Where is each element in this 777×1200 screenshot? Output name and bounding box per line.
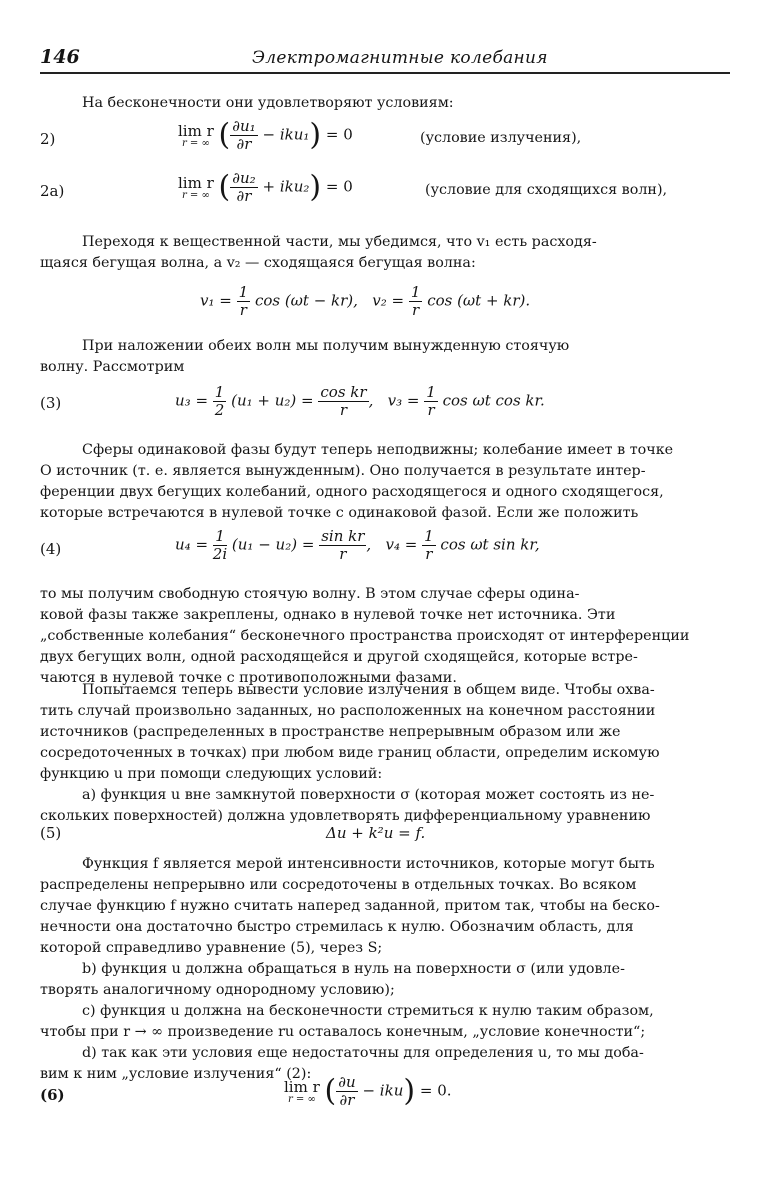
- equation-term: v₂ =: [372, 291, 405, 310]
- frac-den: r: [425, 545, 433, 563]
- equation-term: v₄ =: [385, 535, 418, 554]
- equation-3: [40, 382, 730, 428]
- equation-term: ,: [368, 391, 374, 410]
- text-line: d) так как эти условия еще недостаточны для определения u, то мы доба-: [82, 1045, 644, 1061]
- frac-num: 1: [410, 283, 421, 301]
- frac-den: ∂r: [236, 187, 252, 205]
- equation-2a: [40, 170, 730, 216]
- text-line: нечности она достаточно быстро стремилась к нулю. Обозначим область, для: [40, 919, 634, 935]
- frac-den: r: [339, 545, 347, 563]
- paragraph-general-condition: [40, 680, 722, 827]
- equation-number: (6): [40, 1086, 65, 1104]
- frac-den: 2i: [212, 545, 228, 563]
- lim-label: lim r: [178, 173, 214, 192]
- frac-den: 2: [214, 401, 225, 419]
- text-line: Функция f является мерой интенсивности источников, которые могут быть: [82, 856, 655, 872]
- text-line: случае функцию f нужно считать наперед заданной, притом так, чтобы на беско-: [40, 898, 660, 914]
- text-line: источников (распределенных в пространстве непрерывным образом или же: [40, 724, 621, 740]
- text-line: „собственные колебания“ бесконечного пространства происходят от интерференции: [40, 628, 690, 644]
- lim-subscript: r = ∞: [287, 1093, 316, 1105]
- lim-label: lim r: [284, 1077, 320, 1096]
- text-line: волну. Рассмотрим: [40, 359, 185, 375]
- frac-num: ∂u₁: [232, 117, 256, 135]
- running-title: Электромагнитные колебания: [252, 48, 548, 68]
- paragraph-spheres: [40, 440, 722, 524]
- equation-body: [200, 284, 530, 319]
- equation-rhs: = 0.: [419, 1081, 452, 1100]
- paragraph-superposition: [40, 336, 722, 378]
- text-line: которой справедливо уравнение (5), через S;: [40, 940, 383, 956]
- text-line: Попытаемся теперь вывести условие излучения в общем виде. Чтобы охва-: [82, 682, 655, 698]
- text-line: чаются в нулевой точке с противоположными фазами.: [40, 670, 457, 686]
- equation-number: (3): [40, 394, 62, 412]
- paragraph-real-part: [40, 232, 722, 274]
- equation-term: v₃ =: [387, 391, 420, 410]
- equation-note: (условие для сходящихся волн),: [425, 182, 668, 198]
- equation-term: − iku: [362, 1081, 404, 1100]
- lim-label: lim r: [178, 121, 214, 140]
- frac-num: 1: [424, 527, 434, 545]
- text-line: то мы получим свободную стоячую волну. В этом случае сферы одина-: [40, 586, 580, 602]
- text-line: Сферы одинаковой фазы будут теперь неподвижны; колебание имеет в точке: [82, 442, 674, 458]
- equation-body: lim r r = ∞ ( $\frac{\partial u}{\partial r}$ − iku) = 0.: [284, 1073, 452, 1109]
- equation-number: (5): [40, 824, 62, 842]
- equation-term: v₁ =: [200, 291, 232, 310]
- equation-term: cos ωt sin kr,: [440, 535, 540, 554]
- frac-den: r: [427, 401, 435, 419]
- text-line: b) функция u должна обращаться в нуль на поверхности σ (или удовле-: [82, 961, 625, 977]
- text-line: Переходя к вещественной части, мы убедимся, что v₁ есть расходя-: [82, 234, 597, 250]
- running-header: [40, 44, 730, 74]
- equation-term: cos ωt cos kr.: [442, 391, 545, 410]
- equation-number: 2): [40, 130, 56, 148]
- equation-rhs: = 0: [325, 177, 353, 196]
- equation-2: [40, 118, 730, 164]
- equation-term: ,: [366, 535, 372, 554]
- text-line: При наложении обеих волн мы получим вынужденную стоячую: [82, 338, 570, 354]
- text-line: На бесконечности они удовлетворяют условиям:: [82, 95, 454, 111]
- equation-number: (4): [40, 540, 62, 558]
- frac-den: r: [239, 301, 247, 319]
- text-line: творять аналогичному однородному условию);: [40, 982, 395, 998]
- equation-body: [175, 384, 545, 419]
- lim-subscript: r = ∞: [181, 137, 210, 149]
- text-line: распределены непрерывно или сосредоточены в отдельных точках. Во всяком: [40, 877, 637, 893]
- paragraph-intro: [40, 93, 722, 114]
- equation-number: 2a): [40, 182, 65, 200]
- frac-den: ∂r: [236, 135, 252, 153]
- equation-term: cos (ωt − kr),: [254, 291, 358, 310]
- frac-num: 1: [426, 383, 436, 401]
- frac-num: 1: [238, 283, 249, 301]
- paragraph-function-f: [40, 854, 722, 1085]
- text-line: c) функция u должна на бесконечности стремиться к нулю таким образом,: [82, 1003, 654, 1019]
- equation-term: u₄ =: [175, 535, 209, 554]
- text-line: сосредоточенных в точках) при любом виде границ области, определим искомую: [40, 745, 660, 761]
- text-line: ференции двух бегущих колебаний, одного расходящегося и одного сходящегося,: [40, 484, 664, 500]
- text-line: чтобы при r → ∞ произведение ru оставалось конечным, „условие конечности“;: [40, 1024, 646, 1040]
- text-line: которые встречаются в нулевой точке с одинаковой фазой. Если же положить: [40, 505, 639, 521]
- text-line: функцию u при помощи следующих условий:: [40, 766, 383, 782]
- text-line: a) функция u вне замкнутой поверхности σ (которая может состоять из не-: [82, 787, 655, 803]
- text-line: вим к ним „условие излучения“ (2):: [40, 1066, 312, 1082]
- equation-note: (условие излучения),: [420, 130, 582, 146]
- equation-term: − iku₁: [262, 125, 310, 144]
- page-number: 146: [40, 46, 80, 68]
- equation-v1-v2: [40, 280, 730, 326]
- equation-term: cos (ωt + kr).: [427, 291, 531, 310]
- frac-num: sin kr: [321, 527, 365, 545]
- text-line: O источник (т. е. является вынужденным). Оно получается в результате интер-: [40, 463, 646, 479]
- frac-den: ∂r: [339, 1091, 355, 1109]
- text-line: скольких поверхностей) должна удовлетворять дифференциальному уравнению: [40, 808, 651, 824]
- frac-den: r: [339, 401, 348, 419]
- equation-4: [40, 526, 730, 572]
- equation-6: [40, 1074, 730, 1120]
- equation-term: (u₁ − u₂) =: [231, 535, 315, 554]
- frac-den: r: [412, 301, 420, 319]
- equation-term: u₃ =: [175, 391, 209, 410]
- equation-term: + iku₂: [262, 177, 310, 196]
- text-line: щаяся бегущая волна, а v₂ — сходящаяся бегущая волна:: [40, 255, 476, 271]
- equation-body: [175, 528, 540, 563]
- equation-term: (u₁ + u₂) =: [231, 391, 314, 410]
- equation-body: lim r r = ∞ ( $\frac{\text{∂u₁}}{\partial r}$ − iku₁) = 0: [178, 117, 353, 153]
- text-line: ковой фазы также закреплены, однако в нулевой точке нет источника. Эти: [40, 607, 616, 623]
- equation-body: Δu + k²u = f.: [326, 824, 426, 842]
- lim-subscript: r = ∞: [181, 189, 210, 201]
- equation-5: [40, 822, 730, 848]
- frac-num: 1: [214, 383, 225, 401]
- frac-num: ∂u₂: [232, 169, 256, 187]
- paragraph-free-wave: [40, 584, 722, 689]
- equation-body: lim r r = ∞ ( $\frac{\text{∂u₂}}{\partial r}$ + iku₂) = 0: [178, 169, 353, 205]
- equation-rhs: = 0: [325, 125, 353, 144]
- text-line: двух бегущих волн, одной расходящейся и другой сходящейся, которые встре-: [40, 649, 638, 665]
- text-line: тить случай произвольно заданных, но расположенных на конечном расстоянии: [40, 703, 656, 719]
- frac-num: cos kr: [320, 383, 367, 401]
- frac-num: ∂u: [338, 1073, 356, 1091]
- frac-num: 1: [213, 528, 227, 546]
